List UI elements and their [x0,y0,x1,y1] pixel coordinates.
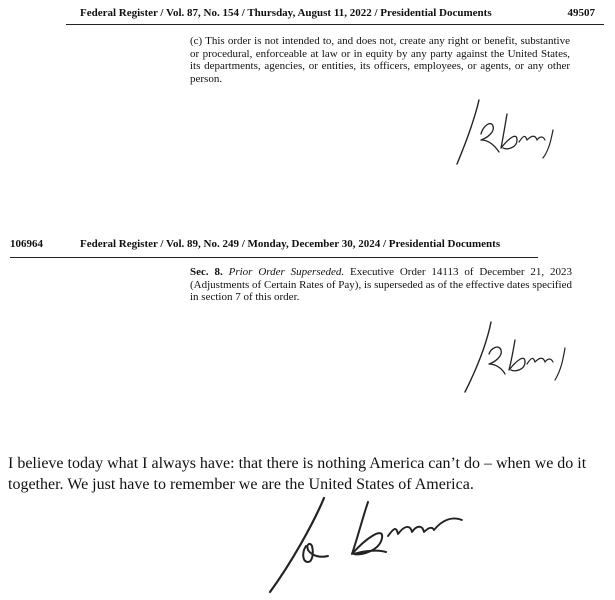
signature-2022 [445,92,565,172]
header-rule-2024 [10,257,538,258]
section-title: Prior Order Superseded. [228,266,345,278]
header-rule-2022 [66,24,604,25]
section-text: Executive Order 14113 of December 21, 2023 (Adjustments of Certain Rates of Pay), is superseded as of the effective dates specified in section 7 of this order. [190,266,573,303]
section-8-paragraph [190,266,572,304]
signature-2024 [455,318,575,398]
page-number-2022: 49507 [567,7,595,19]
order-paragraph-c: (c) This order is not intended to, and does not, create any right or benefit, substantive or procedural, enforceable at law or in equity by any party against the United States, its departments, agencies, or entities, its officers, employees, or agents, or any other person. [190,35,570,85]
federal-register-header-2022: Federal Register / Vol. 87, No. 154 / Thursday, August 11, 2022 / Presidential Documents [80,7,492,19]
biden-quote: I believe today what I always have: that there is nothing America can’t do – when we do it together. We just have to remember we are the United States of America. [8,455,587,493]
federal-register-header-2024: Federal Register / Vol. 89, No. 249 / Monday, December 30, 2024 / Presidential Documents [80,238,501,250]
page-number-2024: 106964 [10,238,43,250]
signature-large [262,492,482,597]
section-label: Sec. 8. [190,266,223,278]
